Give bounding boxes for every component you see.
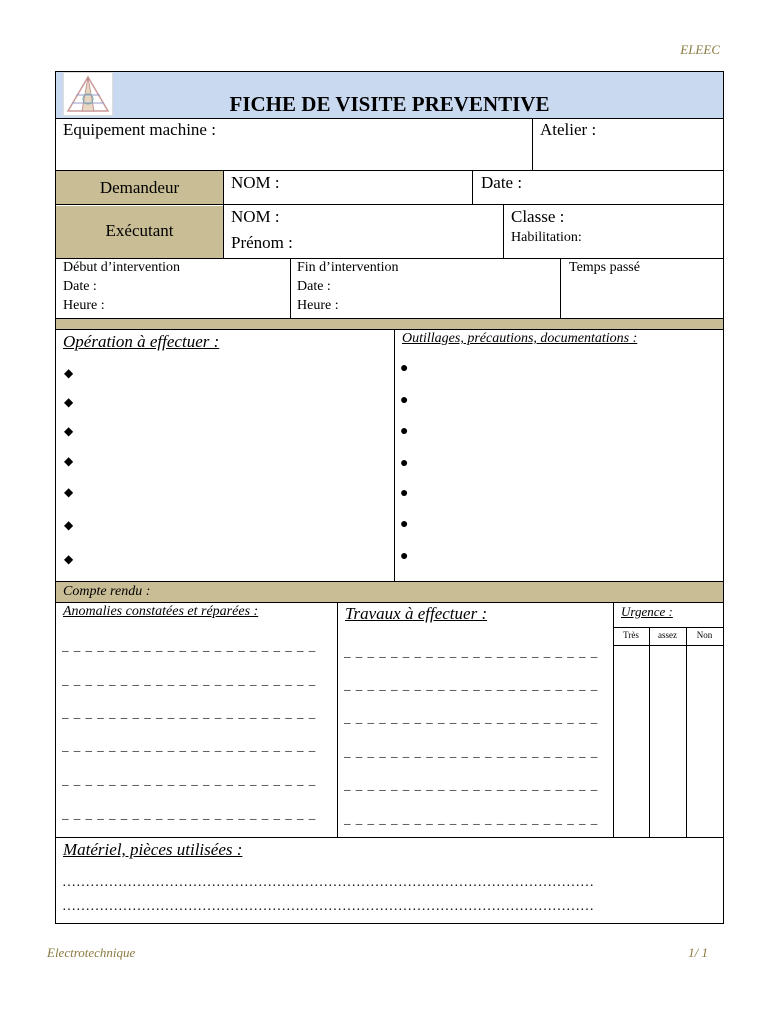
executant-classe-label: Classe : <box>511 207 565 226</box>
operation-bullet: ◆ <box>64 454 74 468</box>
urgence-col-assez: assez <box>658 630 677 640</box>
outillages-title: Outillages, précautions, documentations : <box>402 331 638 346</box>
anomalies-line: _ _ _ _ _ _ _ _ _ _ _ _ _ _ _ _ _ _ _ _ _ _ <box>62 705 317 720</box>
travaux-title: Travaux à effectuer : <box>345 604 488 623</box>
outillage-bullet: ● <box>400 361 409 376</box>
executant-label: Exécutant <box>105 221 174 240</box>
anomalies-title: Anomalies constatées et réparées : <box>63 604 259 619</box>
operation-bullet: ◆ <box>64 552 74 566</box>
urgence-title: Urgence : <box>621 604 673 619</box>
demandeur-date-label: Date : <box>481 173 523 192</box>
anomalies-line: _ _ _ _ _ _ _ _ _ _ _ _ _ _ _ _ _ _ _ _ _ _ <box>62 672 317 687</box>
operation-bullet: ◆ <box>64 424 74 438</box>
footer-page-number: 1/ 1 <box>688 945 708 960</box>
executant-nom-label: NOM : <box>231 207 280 226</box>
outillage-bullet: ● <box>400 549 409 564</box>
travaux-line: _ _ _ _ _ _ _ _ _ _ _ _ _ _ _ _ _ _ _ _ _ _ <box>344 811 599 826</box>
materiel-line: …………………………………………………………………………………………………… <box>62 899 594 914</box>
fin-intervention-label: Fin d’intervention <box>297 260 399 275</box>
operation-bullet: ◆ <box>64 485 74 499</box>
outillage-bullet: ● <box>400 456 409 471</box>
debut-heure-label: Heure : <box>63 298 105 313</box>
materiel-line: …………………………………………………………………………………………………… <box>62 875 594 890</box>
travaux-line: _ _ _ _ _ _ _ _ _ _ _ _ _ _ _ _ _ _ _ _ _ _ <box>344 710 599 725</box>
header-org: ELEEC <box>680 42 720 57</box>
debut-intervention-label: Début d’intervention <box>63 260 181 275</box>
operation-bullet: ◆ <box>64 395 74 409</box>
operations-title: Opération à effectuer : <box>63 332 220 351</box>
fin-date-label: Date : <box>297 279 331 294</box>
executant-habilitation-label: Habilitation: <box>511 230 582 245</box>
compte-rendu-band <box>56 582 723 602</box>
outillage-bullet: ● <box>400 424 409 439</box>
urgence-col-non: Non <box>696 630 713 640</box>
urgence-col-tres: Très <box>623 630 639 640</box>
travaux-line: _ _ _ _ _ _ _ _ _ _ _ _ _ _ _ _ _ _ _ _ _ _ <box>344 744 599 759</box>
temps-passe-label: Temps passé <box>569 260 640 275</box>
fin-heure-label: Heure : <box>297 298 339 313</box>
anomalies-line: _ _ _ _ _ _ _ _ _ _ _ _ _ _ _ _ _ _ _ _ _ _ <box>62 772 317 787</box>
materiel-title: Matériel, pièces utilisées : <box>63 840 243 859</box>
travaux-line: _ _ _ _ _ _ _ _ _ _ _ _ _ _ _ _ _ _ _ _ _ _ <box>344 677 599 692</box>
anomalies-line: _ _ _ _ _ _ _ _ _ _ _ _ _ _ _ _ _ _ _ _ _ _ <box>62 638 317 653</box>
travaux-line: _ _ _ _ _ _ _ _ _ _ _ _ _ _ _ _ _ _ _ _ _ _ <box>344 777 599 792</box>
anomalies-line: _ _ _ _ _ _ _ _ _ _ _ _ _ _ _ _ _ _ _ _ _ _ <box>62 806 317 821</box>
atelier-label: Atelier : <box>540 120 597 139</box>
travaux-line: _ _ _ _ _ _ _ _ _ _ _ _ _ _ _ _ _ _ _ _ _ _ <box>344 644 599 659</box>
outillage-bullet: ● <box>400 517 409 532</box>
outillage-bullet: ● <box>400 486 409 501</box>
debut-date-label: Date : <box>63 279 97 294</box>
anomalies-line: _ _ _ _ _ _ _ _ _ _ _ _ _ _ _ _ _ _ _ _ _ _ <box>62 738 317 753</box>
demandeur-label: Demandeur <box>99 178 180 197</box>
executant-prenom-label: Prénom : <box>231 233 293 252</box>
operation-bullet: ◆ <box>64 518 74 532</box>
operation-bullet: ◆ <box>64 366 74 380</box>
outillage-bullet: ● <box>400 393 409 408</box>
demandeur-nom-label: NOM : <box>231 173 280 192</box>
footer-left: Electrotechnique <box>47 945 136 960</box>
compte-rendu-title: Compte rendu : <box>63 584 151 599</box>
separator-band <box>56 319 723 329</box>
page-title: FICHE DE VISITE PREVENTIVE <box>229 92 550 116</box>
equipement-machine-label: Equipement machine : <box>63 120 216 139</box>
